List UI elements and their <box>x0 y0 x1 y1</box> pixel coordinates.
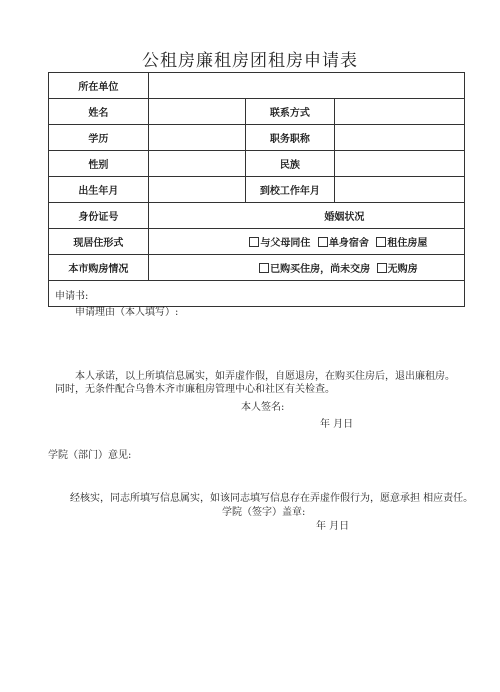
purchase-label: 本市购房情况 <box>49 255 149 281</box>
living-option-parents[interactable]: 与父母同住 <box>249 238 310 249</box>
checkbox-icon <box>318 237 328 247</box>
birth-label: 出生年月 <box>49 177 149 203</box>
marital-label: 婚姻状况 <box>324 212 365 223</box>
promise-text: 本人承诺，以上所填信息属实，如弄虚作假，自愿退房，在购买住房后，退出廉租房。同时，无条件配合乌鲁木齐市廉租房管理中心和社区有关检查。 <box>55 371 455 395</box>
education-label: 学历 <box>49 125 149 151</box>
application-form-table <box>48 72 465 430</box>
ethnicity-label: 民族 <box>245 151 335 177</box>
gender-label: 性别 <box>49 151 149 177</box>
join-date-label: 到校工作年月 <box>245 177 335 203</box>
college-date-label: 年 月日 <box>316 521 350 532</box>
purchase-option-none[interactable]: 无购房 <box>377 264 418 275</box>
name-field[interactable] <box>148 99 245 125</box>
living-option-rent[interactable]: 租住房屋 <box>376 238 427 249</box>
birth-field[interactable] <box>148 177 245 203</box>
signature-label: 本人签名: <box>241 402 285 413</box>
application-section[interactable] <box>49 281 465 430</box>
application-label: 申请书: <box>55 291 89 302</box>
checkbox-icon <box>249 237 259 247</box>
checkbox-icon <box>377 263 387 273</box>
verification-text: 经核实，同志所填写信息属实，如该同志填写信息存在弄虚作假行为，愿意承担 相应责任。 <box>70 493 474 504</box>
join-date-field[interactable] <box>335 177 465 203</box>
gender-field[interactable] <box>148 151 245 177</box>
purchase-option-bought[interactable]: 已购买住房，尚未交房 <box>259 264 370 275</box>
applicant-date-label: 年 月日 <box>320 419 354 430</box>
form-title: 公租房廉租房团租房申请表 <box>142 51 358 71</box>
education-field[interactable] <box>148 125 245 151</box>
reason-label: 申请理由（本人填写）: <box>75 307 179 318</box>
checkbox-icon <box>259 263 269 273</box>
id-label: 身份证号 <box>49 203 149 229</box>
living-options <box>148 229 464 255</box>
stamp-label: 学院（签字）盖章: <box>222 507 306 518</box>
ethnicity-field[interactable] <box>335 151 465 177</box>
contact-label: 联系方式 <box>245 99 335 125</box>
name-label: 姓名 <box>49 99 149 125</box>
living-label: 现居住形式 <box>49 229 149 255</box>
job-title-field[interactable] <box>335 125 465 151</box>
job-title-label: 职务职称 <box>245 125 335 151</box>
college-opinion-label: 学院（部门）意见: <box>48 450 132 461</box>
unit-label: 所在单位 <box>49 73 149 99</box>
checkbox-icon <box>376 237 386 247</box>
purchase-options <box>148 255 464 281</box>
unit-field[interactable] <box>148 73 464 99</box>
living-option-dorm[interactable]: 单身宿舍 <box>318 238 369 249</box>
contact-field[interactable] <box>335 99 465 125</box>
id-marital-cell[interactable] <box>148 203 464 229</box>
